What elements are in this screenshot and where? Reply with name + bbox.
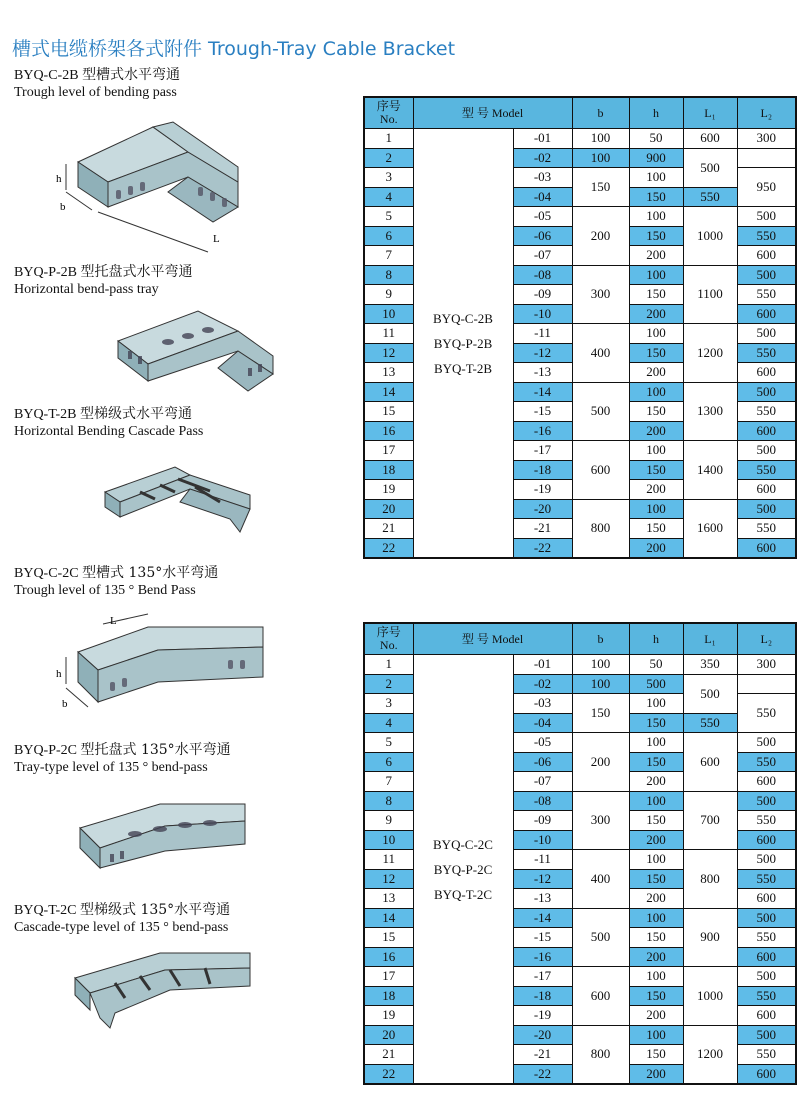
- item-name-en: Trough level of 135 ° Bend Pass: [14, 583, 196, 598]
- table-row: [364, 129, 796, 149]
- row-no: 20: [364, 499, 413, 519]
- row-h: 150: [629, 187, 683, 207]
- row-L2: 600: [737, 538, 796, 558]
- row-L1: 700: [683, 791, 737, 850]
- row-h: 100: [629, 382, 683, 402]
- row-h: 50: [629, 129, 683, 149]
- row-L1: 500: [629, 674, 683, 694]
- row-b: 200: [572, 733, 629, 792]
- model-names: [413, 129, 513, 559]
- row-h: 200: [629, 246, 683, 266]
- row-L2: 500: [737, 207, 796, 227]
- row-no: 7: [364, 772, 413, 792]
- row-h: 100: [629, 324, 683, 344]
- row-L2: 600: [737, 246, 796, 266]
- row-h: 200: [629, 480, 683, 500]
- row-no: 4: [364, 713, 413, 733]
- header-no: 序号 No.: [364, 97, 413, 129]
- row-b: 200: [572, 207, 629, 266]
- item-code: BYQ-P-2C: [14, 743, 78, 758]
- row-L2: 500: [737, 382, 796, 402]
- row-h: 100: [629, 733, 683, 753]
- row-L2: 500: [737, 265, 796, 285]
- row-h: 200: [629, 421, 683, 441]
- row-b: 400: [572, 850, 629, 909]
- header-b: b: [572, 623, 629, 655]
- row-no: 21: [364, 519, 413, 539]
- item-code: BYQ-P-2B: [14, 265, 78, 280]
- row-suffix: -08: [513, 265, 572, 285]
- tray-135-bend-icon: [75, 796, 255, 881]
- row-no: 21: [364, 1045, 413, 1065]
- row-h: 100: [629, 1025, 683, 1045]
- row-L1: 950: [737, 168, 796, 207]
- row-L2: 550: [737, 1045, 796, 1065]
- row-no: 19: [364, 1006, 413, 1026]
- item-heading-3: [14, 406, 203, 440]
- row-h: 200: [629, 538, 683, 558]
- row-L2: 550: [737, 402, 796, 422]
- row-h: 150: [629, 986, 683, 1006]
- row-suffix: -16: [513, 947, 572, 967]
- row-suffix: -07: [513, 772, 572, 792]
- row-no: 16: [364, 947, 413, 967]
- model-name: BYQ-P-2C: [433, 861, 493, 877]
- header-L1: L₁: [683, 97, 737, 129]
- row-suffix: -02: [513, 674, 572, 694]
- row-h: 200: [629, 363, 683, 383]
- row-L2: 500: [737, 733, 796, 753]
- header-h: h: [629, 623, 683, 655]
- row-h: 100: [572, 674, 629, 694]
- row-suffix: -10: [513, 304, 572, 324]
- row-L2: 600: [737, 830, 796, 850]
- row-h: 200: [629, 947, 683, 967]
- row-suffix: -12: [513, 869, 572, 889]
- row-suffix: -01: [513, 129, 572, 149]
- row-L2: 300: [737, 129, 796, 149]
- row-L1: 1100: [683, 265, 737, 324]
- row-no: 4: [364, 187, 413, 207]
- svg-text:h: h: [56, 173, 62, 185]
- row-suffix: -20: [513, 499, 572, 519]
- row-b: 500: [572, 382, 629, 441]
- row-L2: 600: [737, 421, 796, 441]
- row-L2: 600: [737, 947, 796, 967]
- row-suffix: -13: [513, 363, 572, 383]
- row-L1: 1200: [683, 1025, 737, 1084]
- item-heading-4: [14, 565, 218, 599]
- row-L1: 1600: [683, 499, 737, 558]
- header-b: b: [572, 97, 629, 129]
- item-code: BYQ-C-2C: [14, 566, 79, 581]
- header-model: 型 号 Model: [413, 97, 572, 129]
- row-h: 150: [629, 285, 683, 305]
- ladder-135-bend-icon: [70, 948, 260, 1048]
- row-suffix: -14: [513, 382, 572, 402]
- row-suffix: -10: [513, 830, 572, 850]
- row-suffix: -05: [513, 207, 572, 227]
- row-L2: 500: [683, 148, 737, 187]
- row-suffix: -06: [513, 752, 572, 772]
- svg-text:L: L: [213, 233, 220, 245]
- row-h: 100: [629, 207, 683, 227]
- item-code: BYQ-T-2C: [14, 903, 77, 918]
- row-suffix: -16: [513, 421, 572, 441]
- row-h: 100: [629, 694, 683, 714]
- row-h: 200: [629, 772, 683, 792]
- item-code: BYQ-C-2B: [14, 68, 79, 83]
- row-suffix: -09: [513, 811, 572, 831]
- row-L2: 550: [737, 343, 796, 363]
- row-suffix: -20: [513, 1025, 572, 1045]
- model-name: BYQ-C-2C: [433, 836, 493, 852]
- row-L2: 500: [737, 499, 796, 519]
- row-b: 300: [572, 791, 629, 850]
- row-h: 50: [629, 655, 683, 675]
- row-no: 3: [364, 168, 413, 188]
- row-b: 100: [572, 655, 629, 675]
- row-b: 400: [572, 324, 629, 383]
- row-no: 12: [364, 343, 413, 363]
- row-h: 200: [629, 889, 683, 909]
- row-h: 100: [629, 265, 683, 285]
- svg-text:L: L: [110, 615, 117, 627]
- row-h: 150: [629, 928, 683, 948]
- row-no: 1: [364, 655, 413, 675]
- item-code: BYQ-T-2B: [14, 407, 77, 422]
- row-L1: 1300: [683, 382, 737, 441]
- row-L2: 600: [737, 772, 796, 792]
- row-h: 100: [629, 441, 683, 461]
- row-no: 10: [364, 304, 413, 324]
- row-L2: 550: [737, 986, 796, 1006]
- row-L2: 550: [683, 713, 737, 733]
- row-b: 150: [572, 168, 629, 207]
- item-name-zh: 型托盘式 135°水平弯通: [80, 742, 231, 758]
- row-h: 100: [629, 850, 683, 870]
- row-L2: 500: [737, 441, 796, 461]
- row-h: 200: [629, 1064, 683, 1084]
- row-b: 800: [572, 499, 629, 558]
- spec-table-90-bend: [363, 96, 797, 559]
- row-h: 100: [629, 168, 683, 188]
- item-name-zh: 型槽式水平弯通: [82, 67, 181, 83]
- row-no: 11: [364, 324, 413, 344]
- table-header-row: [364, 97, 796, 129]
- header-h: h: [629, 97, 683, 129]
- row-suffix: -21: [513, 519, 572, 539]
- row-suffix: -12: [513, 343, 572, 363]
- row-no: 2: [364, 674, 413, 694]
- row-suffix: -15: [513, 402, 572, 422]
- row-h: 150: [629, 460, 683, 480]
- ladder-90-bend-icon: [100, 447, 270, 547]
- row-L2: 550: [737, 519, 796, 539]
- svg-text:b: b: [60, 201, 66, 213]
- row-suffix: -11: [513, 324, 572, 344]
- row-suffix: -18: [513, 986, 572, 1006]
- row-L2: 550: [737, 869, 796, 889]
- row-no: 12: [364, 869, 413, 889]
- row-suffix: -02: [513, 148, 572, 168]
- row-no: 13: [364, 363, 413, 383]
- model-name: BYQ-T-2C: [433, 886, 493, 902]
- row-no: 5: [364, 207, 413, 227]
- row-no: 6: [364, 752, 413, 772]
- row-h: 200: [629, 304, 683, 324]
- row-L2: 500: [683, 674, 737, 713]
- row-no: 17: [364, 441, 413, 461]
- row-h: 100: [629, 791, 683, 811]
- row-L2: 600: [737, 363, 796, 383]
- row-L2: 550: [737, 226, 796, 246]
- header-L1: L₁: [683, 623, 737, 655]
- row-L1: 800: [683, 850, 737, 909]
- item-name-zh: 型梯级式 135°水平弯通: [80, 902, 231, 918]
- row-no: 13: [364, 889, 413, 909]
- row-suffix: -03: [513, 168, 572, 188]
- row-suffix: -05: [513, 733, 572, 753]
- model-name: BYQ-P-2B: [433, 335, 493, 351]
- page-title: 槽式电缆桥架各式附件 Trough-Tray Cable Bracket: [12, 38, 456, 60]
- row-suffix: -01: [513, 655, 572, 675]
- row-no: 17: [364, 967, 413, 987]
- row-no: 2: [364, 148, 413, 168]
- row-no: 14: [364, 908, 413, 928]
- trough-135-bend-icon: [48, 612, 268, 722]
- item-name-en: Trough level of bending pass: [14, 85, 177, 100]
- row-h: 200: [629, 1006, 683, 1026]
- row-L2: 550: [737, 928, 796, 948]
- row-no: 10: [364, 830, 413, 850]
- row-no: 9: [364, 811, 413, 831]
- row-L2: 550: [737, 811, 796, 831]
- row-suffix: -22: [513, 538, 572, 558]
- item-heading-5: [14, 742, 231, 776]
- row-suffix: -08: [513, 791, 572, 811]
- row-suffix: -09: [513, 285, 572, 305]
- row-h: 150: [629, 343, 683, 363]
- header-model: 型 号 Model: [413, 623, 572, 655]
- row-h: 100: [629, 908, 683, 928]
- header-L2: L₂: [737, 623, 796, 655]
- model-name: BYQ-C-2B: [433, 310, 493, 326]
- row-h: 100: [572, 148, 629, 168]
- svg-text:b: b: [62, 698, 68, 710]
- item-name-zh: 型槽式 135°水平弯通: [82, 565, 219, 581]
- row-b: 800: [572, 1025, 629, 1084]
- row-L1: 1200: [683, 324, 737, 383]
- row-L1: 550: [737, 694, 796, 733]
- item-name-zh: 型梯级式水平弯通: [80, 406, 192, 422]
- row-L2: 500: [737, 791, 796, 811]
- row-L1: 600: [683, 733, 737, 792]
- model-names: [413, 655, 513, 1085]
- row-L2: 500: [737, 1025, 796, 1045]
- row-L2: 600: [737, 889, 796, 909]
- model-name: BYQ-T-2B: [433, 360, 493, 376]
- row-L2: 500: [737, 850, 796, 870]
- row-suffix: -15: [513, 928, 572, 948]
- row-no: 19: [364, 480, 413, 500]
- spec-table-135-bend: [363, 622, 797, 1085]
- row-no: 9: [364, 285, 413, 305]
- item-name-en: Horizontal bend-pass tray: [14, 282, 159, 297]
- table-row: [364, 655, 796, 675]
- row-L2: 600: [737, 480, 796, 500]
- trough-90-bend-icon: [48, 112, 258, 262]
- row-suffix: -17: [513, 967, 572, 987]
- row-h: 200: [629, 830, 683, 850]
- row-b: 600: [572, 967, 629, 1026]
- row-h: 150: [629, 226, 683, 246]
- item-name-en: Tray-type level of 135 ° bend-pass: [14, 760, 208, 775]
- row-L1: 1400: [683, 441, 737, 500]
- row-suffix: -03: [513, 694, 572, 714]
- row-no: 11: [364, 850, 413, 870]
- row-no: 15: [364, 928, 413, 948]
- row-L2: 600: [737, 1006, 796, 1026]
- row-h: 150: [629, 869, 683, 889]
- row-no: 22: [364, 538, 413, 558]
- item-heading-1: [14, 67, 180, 101]
- row-b: 100: [572, 129, 629, 149]
- row-b: 600: [572, 441, 629, 500]
- item-name-en: Cascade-type level of 135 ° bend-pass: [14, 920, 229, 935]
- row-L1: 600: [683, 129, 737, 149]
- row-suffix: -04: [513, 713, 572, 733]
- item-heading-2: [14, 264, 193, 298]
- row-suffix: -22: [513, 1064, 572, 1084]
- tray-90-bend-icon: [108, 296, 278, 406]
- row-L2: 600: [737, 304, 796, 324]
- row-L2: 550: [683, 187, 737, 207]
- row-h: 150: [629, 402, 683, 422]
- row-suffix: -18: [513, 460, 572, 480]
- row-suffix: -19: [513, 1006, 572, 1026]
- row-h: 150: [629, 713, 683, 733]
- row-no: 1: [364, 129, 413, 149]
- svg-text:h: h: [56, 668, 62, 680]
- row-no: 18: [364, 460, 413, 480]
- row-b: 150: [572, 694, 629, 733]
- row-b: 500: [572, 908, 629, 967]
- row-no: 7: [364, 246, 413, 266]
- row-suffix: -19: [513, 480, 572, 500]
- row-h: 100: [629, 499, 683, 519]
- row-L2: 550: [737, 752, 796, 772]
- row-h: 150: [629, 1045, 683, 1065]
- row-suffix: -04: [513, 187, 572, 207]
- row-L1: 350: [683, 655, 737, 675]
- row-no: 8: [364, 791, 413, 811]
- row-L2: 500: [737, 967, 796, 987]
- item-heading-6: [14, 902, 230, 936]
- row-suffix: -13: [513, 889, 572, 909]
- row-no: 18: [364, 986, 413, 1006]
- row-no: 20: [364, 1025, 413, 1045]
- header-no: 序号 No.: [364, 623, 413, 655]
- row-L2: 550: [737, 285, 796, 305]
- row-L1: 900: [629, 148, 683, 168]
- row-L2: 550: [737, 460, 796, 480]
- row-L1: 1000: [683, 207, 737, 266]
- row-no: 3: [364, 694, 413, 714]
- row-h: 150: [629, 811, 683, 831]
- row-L2: 300: [737, 655, 796, 675]
- header-L2: L₂: [737, 97, 796, 129]
- row-L1: 1000: [683, 967, 737, 1026]
- row-suffix: -06: [513, 226, 572, 246]
- row-no: 14: [364, 382, 413, 402]
- row-h: 100: [629, 967, 683, 987]
- row-h: 150: [629, 519, 683, 539]
- row-no: 5: [364, 733, 413, 753]
- row-L2: 500: [737, 908, 796, 928]
- row-no: 15: [364, 402, 413, 422]
- row-suffix: -21: [513, 1045, 572, 1065]
- row-suffix: -11: [513, 850, 572, 870]
- row-L2: 500: [737, 324, 796, 344]
- row-no: 16: [364, 421, 413, 441]
- row-no: 6: [364, 226, 413, 246]
- row-suffix: -14: [513, 908, 572, 928]
- row-suffix: -07: [513, 246, 572, 266]
- row-no: 8: [364, 265, 413, 285]
- item-name-zh: 型托盘式水平弯通: [80, 264, 193, 280]
- row-h: 150: [629, 752, 683, 772]
- row-b: 300: [572, 265, 629, 324]
- row-suffix: -17: [513, 441, 572, 461]
- row-no: 22: [364, 1064, 413, 1084]
- table-header-row: [364, 623, 796, 655]
- row-L1: 900: [683, 908, 737, 967]
- row-L2: 600: [737, 1064, 796, 1084]
- item-name-en: Horizontal Bending Cascade Pass: [14, 424, 204, 439]
